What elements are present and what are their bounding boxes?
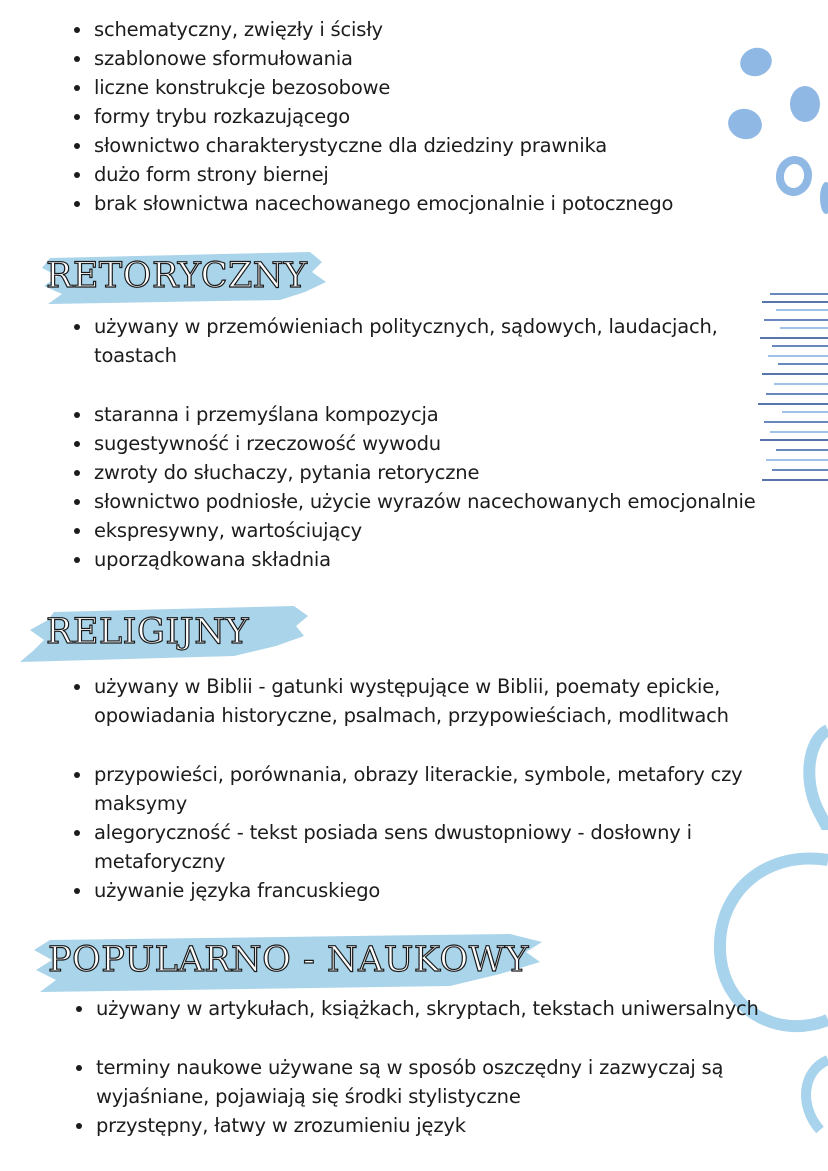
list-item: staranna i przemyślana kompozycja: [70, 400, 805, 429]
list-item: ekspresywny, wartościujący: [70, 516, 805, 545]
list-item: używany w przemówieniach politycznych, sądowych, laudacjach, toastach: [70, 312, 805, 370]
heading-religijny: [14, 604, 314, 662]
list-item: sugestywność i rzeczowość wywodu: [70, 429, 805, 458]
list-item: zwroty do słuchaczy, pytania retoryczne: [70, 458, 805, 487]
list-item: słownictwo podniosłe, użycie wyrazów nacechowanych emocjonalnie: [70, 487, 805, 516]
retoryczny-list: [70, 312, 805, 574]
intro-list: [70, 15, 770, 218]
list-item: szablonowe sformułowania: [70, 44, 770, 73]
section-title: RETORYCZNY: [46, 256, 308, 296]
section-title: RELIGIJNY: [46, 612, 250, 652]
list-item: przypowieści, porównania, obrazy literackie, symbole, metafory czy maksymy: [70, 760, 790, 818]
religijny-list: [70, 672, 790, 905]
list-item: przystępny, łatwy w zrozumieniu język: [72, 1111, 792, 1140]
list-item: uporządkowana składnia: [70, 545, 805, 574]
list-item: schematyczny, zwięzły i ścisły: [70, 15, 770, 44]
list-item: formy trybu rozkazującego: [70, 102, 770, 131]
list-item: używany w artykułach, książkach, skryptach, tekstach uniwersalnych: [72, 994, 792, 1023]
list-item: alegoryczność - tekst posiada sens dwustopniowy - dosłowny i metaforyczny: [70, 818, 790, 876]
popularno-list: [72, 994, 792, 1140]
section-title: POPULARNO - NAUKOWY: [48, 940, 529, 980]
list-item: terminy naukowe używane są w sposób oszczędny i zazwyczaj są wyjaśniane, pojawiają się środki stylistyczne: [72, 1053, 792, 1111]
list-item: używany w Biblii - gatunki występujące w Biblii, poematy epickie, opowiadania historyczne, psalmach, przypowieściach, modlitwach: [70, 672, 790, 730]
heading-popularno-naukowy: [30, 932, 550, 990]
list-item: liczne konstrukcje bezosobowe: [70, 73, 770, 102]
list-item: brak słownictwa nacechowanego emocjonalnie i potocznego: [70, 189, 770, 218]
list-item: dużo form strony biernej: [70, 160, 770, 189]
heading-retoryczny: [40, 248, 330, 306]
list-item: słownictwo charakterystyczne dla dziedziny prawnika: [70, 131, 770, 160]
list-item: używanie języka francuskiego: [70, 876, 790, 905]
